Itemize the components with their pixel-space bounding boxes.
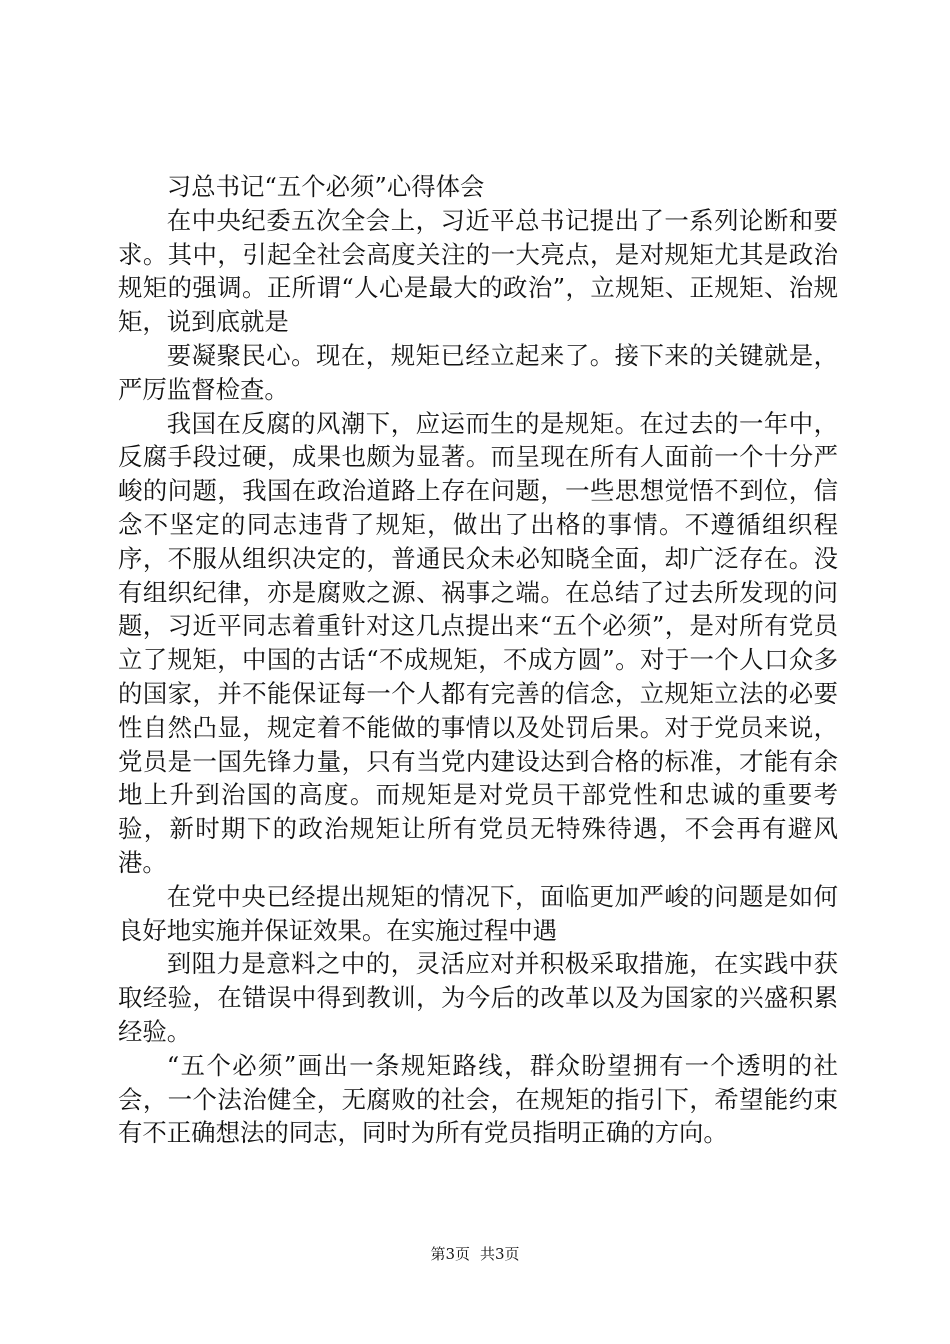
paragraph: 我国在反腐的风潮下，应运而生的是规矩。在过去的一年中，反腐手段过硬，成果也颇为显著。而呈现在所有人面前一个十分严峻的问题，我国在政治道路上存在问题，一些思想觉悟不到位，信念不坚定的同志违背了规矩，做出了出格的事情。不遵循组织程序，不服从组织决定的，普通民众未必知晓全面，却广泛存在。没有组织纪律，亦是腐败之源、祸事之端。在总结了过去所发现的问题，习近平同志着重针对这几点提出来“五个必须”，是对所有党员立了规矩，中国的古话“不成规矩，不成方圆”。对于一个人口众多的国家，并不能保证每一个人都有完善的信念，立规矩立法的必要性自然凸显，规定着不能做的事情以及处罚后果。对于党员来说，党员是一国先锋力量，只有当党内建设达到合格的标准，才能有余地上升到治国的高度。而规矩是对党员干部党性和忠诚的重要考验，新时期下的政治规矩让所有党员无特殊待遇，不会再有避风港。 — [118, 408, 838, 877]
page-total: 共3页 — [480, 1245, 520, 1263]
paragraph: 在党中央已经提出规矩的情况下，面临更加严峻的问题是如何良好地实施并保证效果。在实施过程中遇 — [118, 881, 838, 945]
page-footer — [0, 1244, 950, 1264]
paragraph: 在中央纪委五次全会上，习近平总书记提出了一系列论断和要求。其中，引起全社会高度关注的一大亮点，是对规矩尤其是政治规矩的强调。正所谓“人心是最大的政治”，立规矩、正规矩、治规矩，说到底就是 — [118, 205, 838, 337]
paragraph: 要凝聚民心。现在，规矩已经立起来了。接下来的关键就是，严厉监督检查。 — [118, 340, 838, 404]
document-title: 习总书记“五个必须”心得体会 — [166, 172, 485, 201]
document-body — [118, 170, 838, 1150]
page-number: 第3页 — [430, 1245, 470, 1263]
paragraph: “五个必须”画出一条规矩路线，群众盼望拥有一个透明的社会，一个法治健全，无腐败的社会，在规矩的指引下，希望能约束有不正确想法的同志，同时为所有党员指明正确的方向。 — [118, 1050, 838, 1148]
paragraph: 到阻力是意料之中的，灵活应对并积极采取措施，在实践中获取经验，在错误中得到教训，为今后的改革以及为国家的兴盛积累经验。 — [118, 949, 838, 1046]
